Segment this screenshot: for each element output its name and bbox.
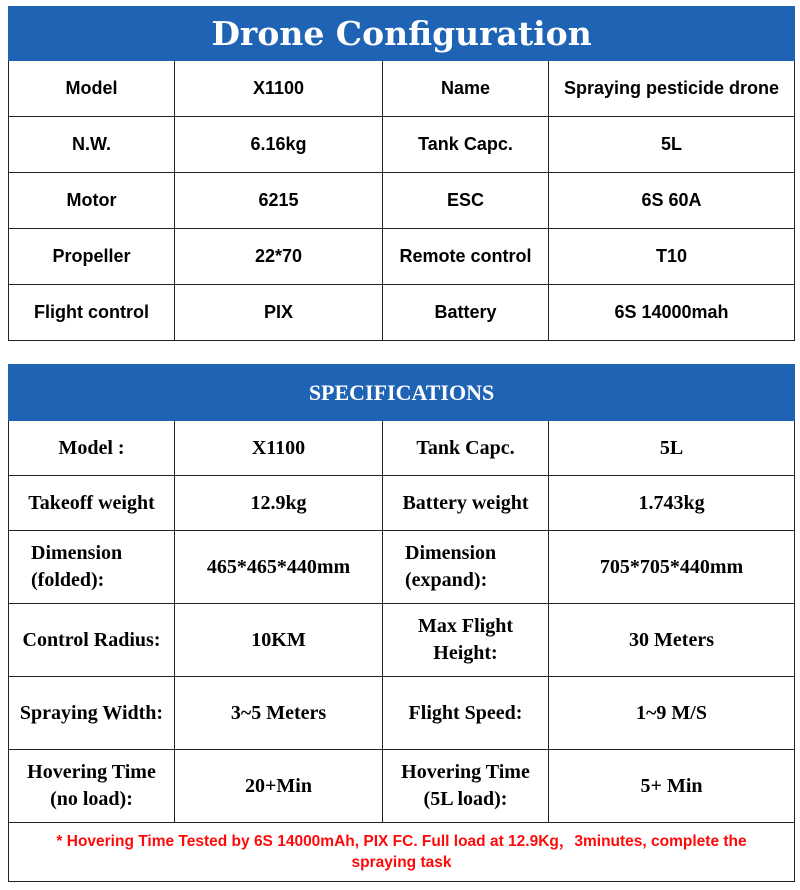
label-cell: Remote control [383, 229, 549, 285]
value-cell: X1100 [175, 61, 383, 117]
specifications-title: SPECIFICATIONS [9, 365, 795, 421]
value-cell: 5L [549, 117, 795, 173]
label-line: (5L load): [423, 788, 508, 810]
value-cell: 5+ Min [549, 750, 795, 823]
value-cell: 3~5 Meters [175, 677, 383, 750]
label-cell: Propeller [9, 229, 175, 285]
value-cell: Spraying pesticide drone [549, 61, 795, 117]
label-line: (expand): [405, 569, 488, 591]
table-row [9, 421, 795, 476]
label-cell: Flight control [9, 285, 175, 341]
footnote-line: spraying task [351, 854, 452, 871]
table-row [9, 677, 795, 750]
value-cell: 30 Meters [549, 604, 795, 677]
footnote [9, 823, 795, 882]
drone-configuration-table [8, 6, 795, 341]
label-cell [9, 531, 175, 604]
label-cell [9, 750, 175, 823]
label-cell: Control Radius: [9, 604, 175, 677]
label-cell: N.W. [9, 117, 175, 173]
value-cell: 705*705*440mm [549, 531, 795, 604]
value-cell: 20+Min [175, 750, 383, 823]
table-row [9, 476, 795, 531]
value-cell: PIX [175, 285, 383, 341]
value-cell: 465*465*440mm [175, 531, 383, 604]
label-cell: Model : [9, 421, 175, 476]
table-row [9, 604, 795, 677]
table-row [9, 61, 795, 117]
label-line: Hovering Time [401, 761, 530, 783]
value-cell: 10KM [175, 604, 383, 677]
label-cell: Motor [9, 173, 175, 229]
label-cell: ESC [383, 173, 549, 229]
label-cell [383, 604, 549, 677]
label-line: Dimension [31, 542, 123, 564]
table-row [9, 117, 795, 173]
table-row [9, 285, 795, 341]
footnote-line: * Hovering Time Tested by 6S 14000mAh, PIX FC. Full load at 12.9Kg，3minutes, complete the [56, 833, 747, 850]
label-line: Hovering Time [27, 761, 156, 783]
table-row [9, 229, 795, 285]
label-line: Dimension [405, 542, 497, 564]
value-cell: X1100 [175, 421, 383, 476]
label-cell: Tank Capc. [383, 421, 549, 476]
value-cell: 12.9kg [175, 476, 383, 531]
value-cell: 5L [549, 421, 795, 476]
label-cell: Spraying Width: [9, 677, 175, 750]
value-cell: T10 [549, 229, 795, 285]
value-cell: 1~9 M/S [549, 677, 795, 750]
value-cell: 6215 [175, 173, 383, 229]
value-cell: 6S 60A [549, 173, 795, 229]
label-cell [383, 750, 549, 823]
label-cell: Tank Capc. [383, 117, 549, 173]
configuration-title: Drone Configuration [9, 7, 795, 61]
label-line: (no load): [50, 788, 133, 810]
label-line: Height: [433, 642, 498, 664]
label-cell: Name [383, 61, 549, 117]
value-cell: 22*70 [175, 229, 383, 285]
label-cell: Battery weight [383, 476, 549, 531]
label-cell: Takeoff weight [9, 476, 175, 531]
table-row [9, 531, 795, 604]
specifications-table [8, 364, 795, 882]
label-cell: Flight Speed: [383, 677, 549, 750]
footnote-row [9, 823, 795, 882]
value-cell: 6S 14000mah [549, 285, 795, 341]
value-cell: 6.16kg [175, 117, 383, 173]
value-cell: 1.743kg [549, 476, 795, 531]
label-cell [383, 531, 549, 604]
table-row [9, 750, 795, 823]
table-row [9, 173, 795, 229]
label-cell: Battery [383, 285, 549, 341]
label-line: (folded): [31, 569, 105, 591]
label-line: Max Flight [418, 615, 513, 637]
label-cell: Model [9, 61, 175, 117]
